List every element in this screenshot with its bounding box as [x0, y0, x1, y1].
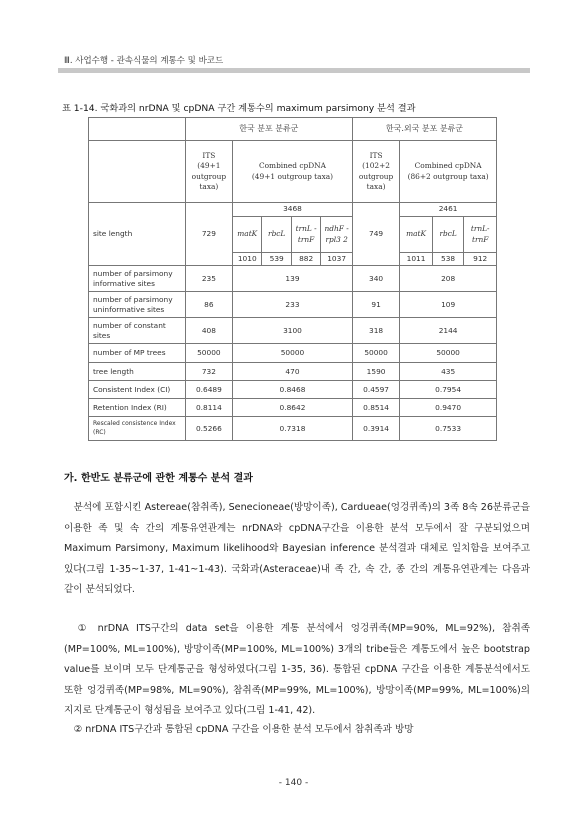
- world-gene-rbcl: rbcL: [432, 217, 464, 253]
- table-caption: 표 1-14. 국화과의 nrDNA 및 cpDNA 구간 계통수의 maximum parsimony 분석 결과: [62, 103, 416, 114]
- world-cp-value: 0.9470: [400, 399, 497, 417]
- korea-cp-total: 3468: [233, 203, 353, 217]
- world-cp-value: 208: [400, 266, 497, 292]
- world-its-value: 318: [352, 318, 399, 344]
- world-its-value: 340: [352, 266, 399, 292]
- world-cp-value: 435: [400, 363, 497, 381]
- world-its-value: 0.4597: [352, 381, 399, 399]
- korea-its-value: 732: [185, 363, 232, 381]
- korea-its-value: 235: [185, 266, 232, 292]
- row-label: Rescaled consistence Index (RC): [89, 417, 186, 441]
- korea-cp-value: 470: [233, 363, 353, 381]
- world-cp-value: 0.7954: [400, 381, 497, 399]
- korea-len-matk: 1010: [233, 253, 262, 266]
- group-world: 한국.외국 분포 분류군: [352, 118, 496, 141]
- group-korea: 한국 분포 분류군: [185, 118, 352, 141]
- world-its-value: 50000: [352, 344, 399, 363]
- world-its-value: 0.8514: [352, 399, 399, 417]
- world-its-value: 91: [352, 292, 399, 318]
- korea-its-value: 0.8114: [185, 399, 232, 417]
- world-gene-matk: matK: [400, 217, 433, 253]
- korea-its-value: 0.5266: [185, 417, 232, 441]
- korea-len-ndhf-rpl32: 1037: [321, 253, 353, 266]
- row-label: tree length: [89, 363, 186, 381]
- dataset-header-row: [89, 141, 497, 203]
- korea-its-value: 0.6489: [185, 381, 232, 399]
- paragraph: 분석에 포함시킨 Astereae(참취족), Senecioneae(방망이족), Cardueae(엉겅퀴족)의 3족 8속 26분류군을 이용한 족 및 속 간의 계통유연관계는 nrDNA와 cpDNA구간을 이용한 분석 모두에서 잘 구분되었으며 Maximum Parsimony, Maximum likelihood와 Bayesian inference 분석결과 대체로 일치함을 보여주고 있다(그림 1-35~1-37, 1-41~1-43). 국화과(Asteraceae)내 족 간, 속 간, 종 간의 계통유연관계는 다음과 같이 분석되었다.: [64, 502, 530, 595]
- world-cp-value: 2144: [400, 318, 497, 344]
- korea-its-value: 408: [185, 318, 232, 344]
- korea-len-rbcl: 539: [262, 253, 291, 266]
- corner-cell: [89, 141, 186, 203]
- world-its-head: ITS (102+2 outgroup taxa): [352, 141, 399, 203]
- corner-cell: [89, 118, 186, 141]
- running-header: Ⅲ. 사업수행 - 관속식물의 계통수 및 바코드: [64, 56, 224, 66]
- world-its-value: 0.3914: [352, 417, 399, 441]
- table-row: [89, 363, 497, 381]
- page-number: - 140 -: [278, 778, 309, 788]
- korea-cp-value: 139: [233, 266, 353, 292]
- korea-its-head: ITS (49+1 outgroup taxa): [185, 141, 232, 203]
- table-row: [89, 344, 497, 363]
- table-row: [89, 399, 497, 417]
- row-label: number of parsimony uninformative sites: [89, 292, 186, 318]
- korea-its-value: 86: [185, 292, 232, 318]
- paragraph: ② nrDNA ITS구간과 통합된 cpDNA 구간을 이용한 분석 모두에서 참취족과 방망: [64, 724, 414, 735]
- paragraph: ① nrDNA ITS구간의 data set을 이용한 계통 분석에서 엉겅퀴족(MP=90%, ML=92%), 참취족(MP=100%, ML=100%), 방망이족(MP=100%, ML=100%) 3개의 tribe들은 계통도에서 높은 bootstrap value를 보이며 모두 단계통군을 형성하였다(그림 1-35, 36). 통합된 cpDNA 구간을 이용한 계통분석에서도 또한 엉겅퀴족(MP=98%, ML=90%), 참취족(MP=99%, ML=100%), 방망이족(MP=99%, ML=100%)의 지지로 단계통군이 형성됨을 보여주고 있다(그림 1-41, 42).: [64, 623, 530, 716]
- korea-its-site-length: 729: [185, 203, 232, 266]
- site-length-label: site length: [89, 203, 186, 266]
- korea-cp-value: 50000: [233, 344, 353, 363]
- korea-cp-value: 3100: [233, 318, 353, 344]
- site-length-total-row: [89, 203, 497, 217]
- korea-cp-value: 0.8468: [233, 381, 353, 399]
- row-label: number of MP trees: [89, 344, 186, 363]
- row-label: Retention Index (RI): [89, 399, 186, 417]
- table-row: [89, 381, 497, 399]
- row-label: number of parsimony informative sites: [89, 266, 186, 292]
- korea-gene-trnl-trnf: trnL - trnF: [291, 217, 320, 253]
- table-row: [89, 417, 497, 441]
- world-cp-head: Combined cpDNA (86+2 outgroup taxa): [400, 141, 497, 203]
- korea-cp-value: 0.7318: [233, 417, 353, 441]
- world-cp-value: 109: [400, 292, 497, 318]
- korea-cp-value: 233: [233, 292, 353, 318]
- group-header-row: [89, 118, 497, 141]
- korea-cp-value: 0.8642: [233, 399, 353, 417]
- korea-len-trnl-trnf: 882: [291, 253, 320, 266]
- korea-cp-head: Combined cpDNA (49+1 outgroup taxa): [233, 141, 353, 203]
- row-label: number of constant sites: [89, 318, 186, 344]
- world-cp-total: 2461: [400, 203, 497, 217]
- table-row: [89, 292, 497, 318]
- parsimony-table: [88, 117, 497, 441]
- world-len-matk: 1011: [400, 253, 433, 266]
- world-its-site-length: 749: [352, 203, 399, 266]
- korea-gene-matk: matK: [233, 217, 262, 253]
- table-row: [89, 318, 497, 344]
- table-row: [89, 266, 497, 292]
- world-cp-value: 0.7533: [400, 417, 497, 441]
- header-rule: [58, 68, 530, 73]
- korea-gene-rbcl: rbcL: [262, 217, 291, 253]
- row-label: Consistent Index (CI): [89, 381, 186, 399]
- world-len-trnl-trnf: 912: [464, 253, 497, 266]
- section-title: 가. 한반도 분류군에 관한 계통수 분석 결과: [64, 473, 253, 484]
- world-gene-trnl-trnf: trnL- trnF: [464, 217, 497, 253]
- world-its-value: 1590: [352, 363, 399, 381]
- korea-its-value: 50000: [185, 344, 232, 363]
- world-len-rbcl: 538: [432, 253, 464, 266]
- korea-gene-ndhf-rpl32: ndhF -rpl3 2: [321, 217, 353, 253]
- world-cp-value: 50000: [400, 344, 497, 363]
